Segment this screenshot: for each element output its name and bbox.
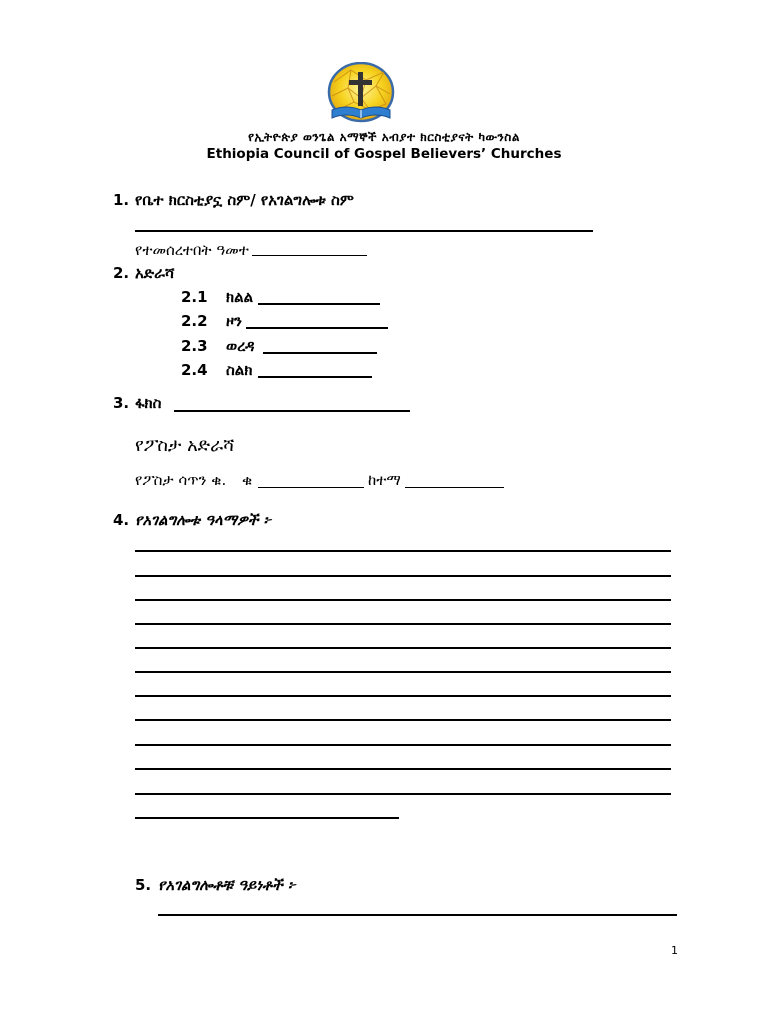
objectives-line[interactable] bbox=[135, 623, 671, 625]
phone-label: ስልክ bbox=[226, 361, 253, 379]
po-box-field[interactable] bbox=[258, 487, 364, 488]
objectives-line[interactable] bbox=[135, 575, 671, 577]
service-types-line[interactable] bbox=[158, 914, 677, 916]
woreda-field[interactable] bbox=[263, 352, 377, 354]
region-field[interactable] bbox=[258, 303, 380, 305]
zone-field[interactable] bbox=[246, 327, 388, 329]
service-types-label: የአገልግሎቶቹ ዓይነቶች ፦ bbox=[158, 876, 296, 894]
woreda-label: ወረዳ bbox=[226, 337, 255, 355]
objectives-line[interactable] bbox=[135, 817, 399, 819]
postal-address-heading: የፖስታ አድራሻ bbox=[135, 435, 235, 456]
phone-field[interactable] bbox=[258, 376, 372, 378]
objectives-line[interactable] bbox=[135, 719, 671, 721]
address-sub-number: 2.3 bbox=[181, 337, 208, 355]
objectives-line[interactable] bbox=[135, 793, 671, 795]
item-number-3: 3. bbox=[113, 394, 130, 412]
fax-label: ፋክስ bbox=[135, 394, 162, 412]
address-sub-number: 2.2 bbox=[181, 312, 208, 330]
address-sub-number: 2.1 bbox=[181, 288, 208, 306]
founded-year-field[interactable] bbox=[252, 255, 367, 256]
church-cross-bible-logo-icon bbox=[326, 62, 396, 124]
objectives-line[interactable] bbox=[135, 671, 671, 673]
church-name-label: የቤተ ክርስቲያኗ ስም/ የአገልግሎቱ ስም bbox=[135, 191, 354, 209]
region-label: ክልል bbox=[226, 288, 254, 306]
city-label: ከተማ bbox=[368, 471, 401, 489]
page-number: 1 bbox=[671, 944, 678, 957]
address-sub-number: 2.4 bbox=[181, 361, 208, 379]
objectives-line[interactable] bbox=[135, 647, 671, 649]
objectives-line[interactable] bbox=[135, 768, 671, 770]
objectives-label: የአገልግሎቱ ዓላማዎች ፦ bbox=[135, 511, 272, 529]
address-label: አድራሻ bbox=[135, 264, 175, 282]
city-field[interactable] bbox=[405, 487, 504, 488]
po-box-label: የፖስታ ሳጥን ቁ. bbox=[135, 471, 227, 489]
objectives-line[interactable] bbox=[135, 550, 671, 552]
church-name-field[interactable] bbox=[135, 230, 593, 232]
org-name-english: Ethiopia Council of Gospel Believers’ Churches bbox=[206, 146, 562, 162]
fax-field[interactable] bbox=[174, 410, 410, 412]
org-name-amharic: የኢትዮጵያ ወንጌል አማኞች አብያተ ክርስቲያናት ካውንስል bbox=[248, 130, 520, 144]
po-box-mid-label: ቁ bbox=[242, 471, 253, 489]
item-number-1: 1. bbox=[113, 191, 130, 209]
item-number-2: 2. bbox=[113, 264, 130, 282]
founded-year-label: የተመሰረተበት ዓመተ bbox=[135, 241, 249, 259]
objectives-line[interactable] bbox=[135, 695, 671, 697]
item-number-5: 5. bbox=[135, 876, 152, 894]
objectives-line[interactable] bbox=[135, 599, 671, 601]
zone-label: ዞን bbox=[226, 312, 243, 330]
item-number-4: 4. bbox=[113, 511, 130, 529]
objectives-line[interactable] bbox=[135, 744, 671, 746]
